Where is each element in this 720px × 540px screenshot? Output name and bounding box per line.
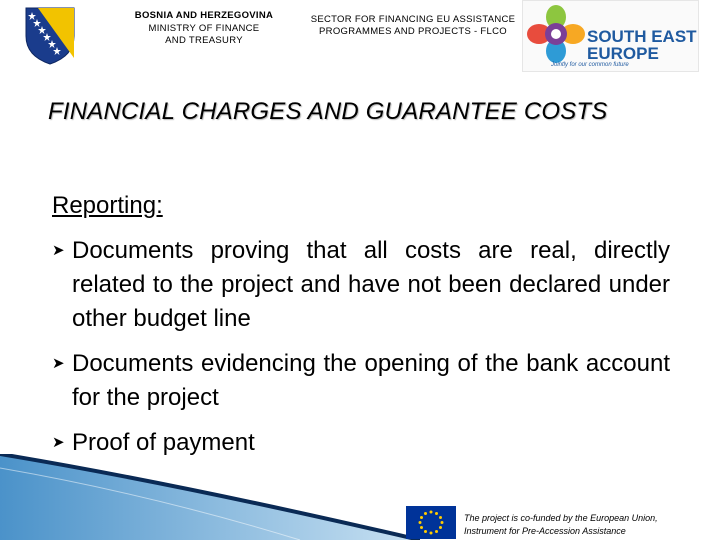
eu-funding-line1: The project is co-funded by the European Union, <box>464 513 658 523</box>
bullet-text: Proof of payment <box>72 429 255 456</box>
arrow-bullet-icon: ➤ <box>52 242 65 259</box>
bullet-item <box>52 347 670 415</box>
country-label: BOSNIA AND HERZEGOVINA <box>134 10 274 21</box>
logo-line1: SOUTH EAST <box>587 27 697 46</box>
decorative-swoosh <box>0 454 420 540</box>
eu-funding-note <box>464 512 658 538</box>
section-heading: Reporting: <box>52 192 163 219</box>
south-east-europe-logo <box>522 0 699 72</box>
bullet-text: Documents proving that all costs are real, directly related to the project and have not been declared under other budget line <box>72 237 670 332</box>
ministry-line2: AND TREASURY <box>165 35 243 46</box>
bullet-item <box>52 234 670 336</box>
eu-funding-line2: Instrument for Pre-Accession Assistance <box>464 526 626 536</box>
logo-line2: EUROPE <box>587 44 659 63</box>
logo-tagline: Jointly for our common future <box>551 62 629 68</box>
sector-line1: SECTOR FOR FINANCING EU ASSISTANCE <box>310 14 516 25</box>
ministry-line1: MINISTRY OF FINANCE <box>148 23 260 34</box>
sector-label <box>302 14 524 38</box>
arrow-bullet-icon: ➤ <box>52 355 65 372</box>
bullet-list <box>52 234 670 471</box>
bullet-text: Documents evidencing the opening of the bank account for the project <box>72 350 670 411</box>
ministry-label <box>120 23 288 47</box>
flower-emblem-icon <box>527 5 585 63</box>
coat-of-arms-logo <box>24 6 76 66</box>
sector-line2: PROGRAMMES AND PROJECTS - FLCO <box>319 26 507 37</box>
arrow-bullet-icon: ➤ <box>52 434 65 451</box>
page-title: FINANCIAL CHARGES AND GUARANTEE COSTS <box>48 98 608 125</box>
eu-flag-icon <box>406 506 456 539</box>
